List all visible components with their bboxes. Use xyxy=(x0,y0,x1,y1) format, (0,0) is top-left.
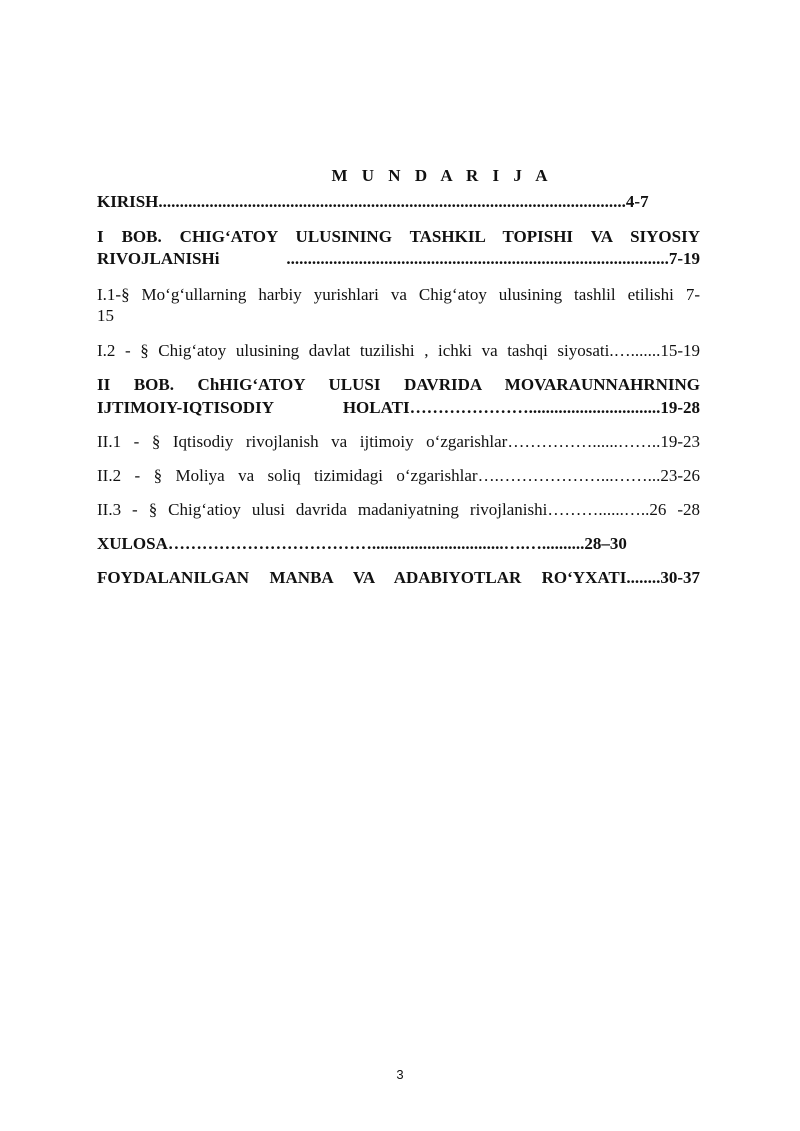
toc-entry-sec-2-2: II.2 - § Moliya va soliq tizimidagi o‘zgarishlar….………………...……...23-26 xyxy=(97,466,700,485)
toc-entry-bob1-line1: I BOB. CHIG‘ATOY ULUSINING TASHKIL TOPISHI VA SIYOSIY xyxy=(97,227,700,246)
toc-entry-sec-1-2: I.2 - § Chig‘atoy ulusining davlat tuzilishi , ichki va tashqi siyosati.….......15-19 xyxy=(97,341,700,360)
page-number: 3 xyxy=(396,1067,404,1082)
toc-entry-bob2-line1: II BOB. ChHIG‘ATOY ULUSI DAVRIDA MOVARAUNNAHRNING xyxy=(97,375,700,394)
toc-title: M U N D A R I J A xyxy=(331,166,553,185)
toc-entry-sec-1-1-line1: I.1-§ Mo‘g‘ullarning harbiy yurishlari va Chig‘atoy ulusining tashlil etilishi 7- xyxy=(97,285,700,304)
toc-entry-manba: FOYDALANILGAN MANBA VA ADABIYOTLAR RO‘YXATI........30-37 xyxy=(97,568,700,587)
toc-entry-sec-1-1-line2: 15 xyxy=(97,306,114,325)
toc-entry-kirish: KIRISH..............................................................................................................4-7 xyxy=(97,192,649,211)
toc-entry-bob1-line2: RIVOJLANISHi ..........................................................................................7-19 xyxy=(97,249,700,268)
toc-entry-xulosa: XULOSA………………………………...............................….…..........28–30 xyxy=(97,534,627,553)
toc-entry-sec-2-1: II.1 - § Iqtisodiy rivojlanish va ijtimoiy o‘zgarishlar……………......……..19-23 xyxy=(97,432,700,451)
toc-entry-bob2-line2: IJTIMOIY-IQTISODIY HOLATI…………………...............................19-28 xyxy=(97,398,700,417)
toc-entry-sec-2-3: II.3 - § Chig‘atioy ulusi davrida madaniyatning rivojlanishi………......…..26 -28 xyxy=(97,500,700,519)
